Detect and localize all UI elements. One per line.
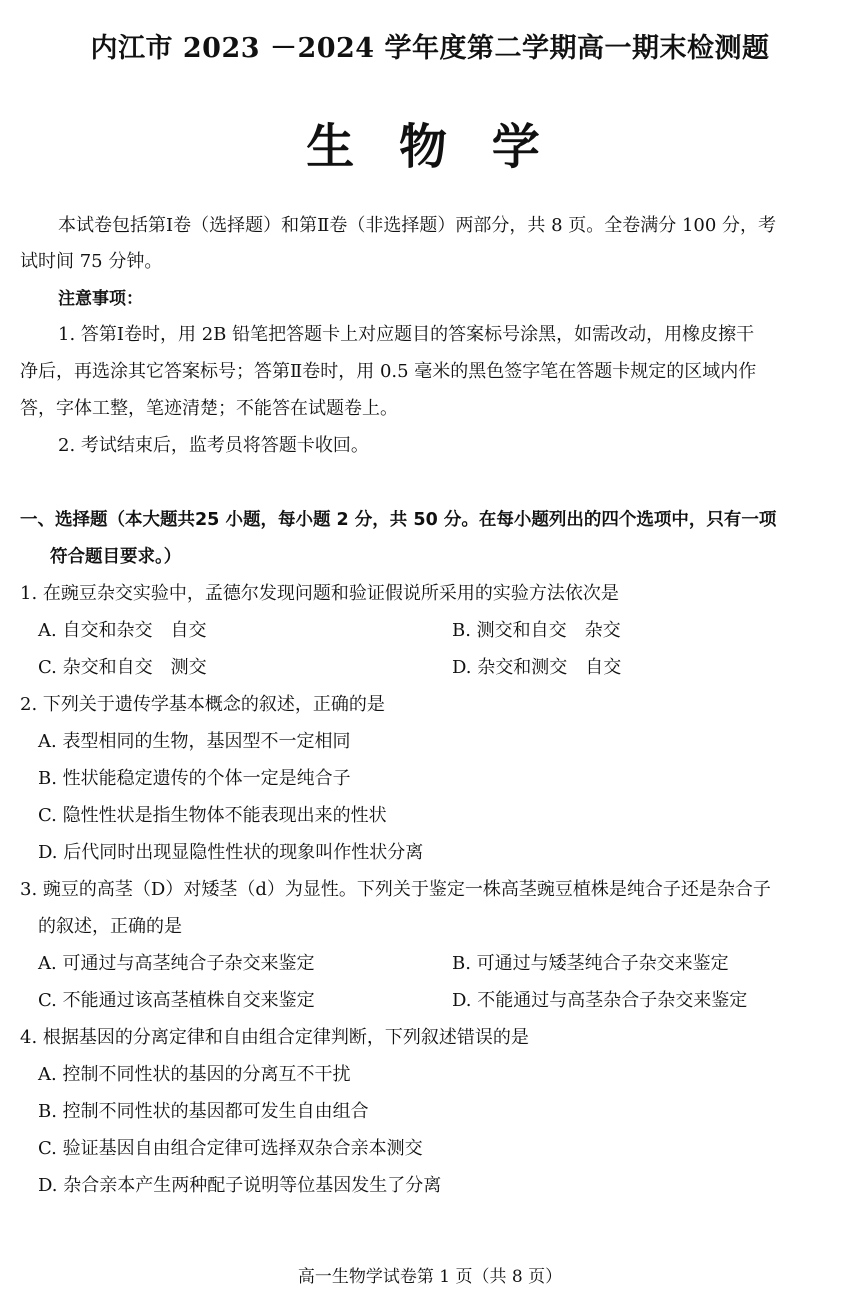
notes-item-1-line-2: 净后，再选涂其它答案标号；答第Ⅱ卷时，用 0.5 毫米的黑色签字笔在答题卡规定的区域内作 [20,361,757,382]
question-4-option-c: C. 验证基因自由组合定律可选择双杂合亲本测交 [38,1138,423,1159]
intro-line-1: 本试卷包括第Ⅰ卷（选择题）和第Ⅱ卷（非选择题）两部分，共 8 页。全卷满分 100 分，考 [58,215,777,236]
question-4-option-a: A. 控制不同性状的基因的分离互不干扰 [38,1064,351,1085]
question-4-option-b: B. 控制不同性状的基因都可发生自由组合 [38,1101,369,1122]
question-3-stem-continued: 的叙述，正确的是 [38,916,182,937]
question-4-option-d: D. 杂合亲本产生两种配子说明等位基因发生了分离 [38,1175,442,1196]
question-1-option-a: A. 自交和杂交 自交 [38,620,207,641]
subject-title: 生 物 学 [306,119,554,175]
question-1-option-c: C. 杂交和自交 测交 [38,657,207,678]
question-3-option-d: D. 不能通过与高茎杂合子杂交来鉴定 [452,990,748,1011]
page-footer: 高一生物学试卷第 1 页（共 8 页） [297,1267,563,1287]
question-1-stem: 1. 在豌豆杂交实验中，孟德尔发现问题和验证假说所采用的实验方法依次是 [20,583,619,604]
section-heading-line-2: 符合题目要求。） [50,547,182,567]
question-2-option-b: B. 性状能稳定遗传的个体一定是纯合子 [38,768,351,789]
exam-title: 内江市 2023 －2024 学年度第二学期高一期末检测题 [90,33,770,64]
intro-line-2: 试时间 75 分钟。 [20,251,163,272]
question-4-stem: 4. 根据基因的分离定律和自由组合定律判断，下列叙述错误的是 [20,1027,529,1048]
notes-item-1-line-3: 答，字体工整，笔迹清楚；不能答在试题卷上。 [20,398,398,419]
question-2-option-d: D. 后代同时出现显隐性性状的现象叫作性状分离 [38,842,424,863]
question-2-stem: 2. 下列关于遗传学基本概念的叙述，正确的是 [20,694,385,715]
question-3-stem: 3. 豌豆的高茎（D）对矮茎（d）为显性。下列关于鉴定一株高茎豌豆植株是纯合子还是杂合子 [20,879,771,900]
section-heading-line-1: 一、选择题（本大题共25 小题，每小题 2 分，共 50 分。在每小题列出的四个选项中，只有一项 [20,510,777,530]
question-1-option-d: D. 杂交和测交 自交 [452,657,622,678]
question-1-option-b: B. 测交和自交 杂交 [452,620,621,641]
notes-item-2: 2. 考试结束后，监考员将答题卡收回。 [58,435,369,456]
question-2-option-c: C. 隐性性状是指生物体不能表现出来的性状 [38,805,387,826]
notes-title: 注意事项： [58,289,143,309]
question-2-option-a: A. 表型相同的生物，基因型不一定相同 [38,731,351,752]
question-3-option-a: A. 可通过与高茎纯合子杂交来鉴定 [38,953,315,974]
notes-item-1-line-1: 1. 答第Ⅰ卷时，用 2B 铅笔把答题卡上对应题目的答案标号涂黑，如需改动，用橡皮擦干 [58,324,755,345]
question-3-option-b: B. 可通过与矮茎纯合子杂交来鉴定 [452,953,729,974]
question-3-option-c: C. 不能通过该高茎植株自交来鉴定 [38,990,315,1011]
